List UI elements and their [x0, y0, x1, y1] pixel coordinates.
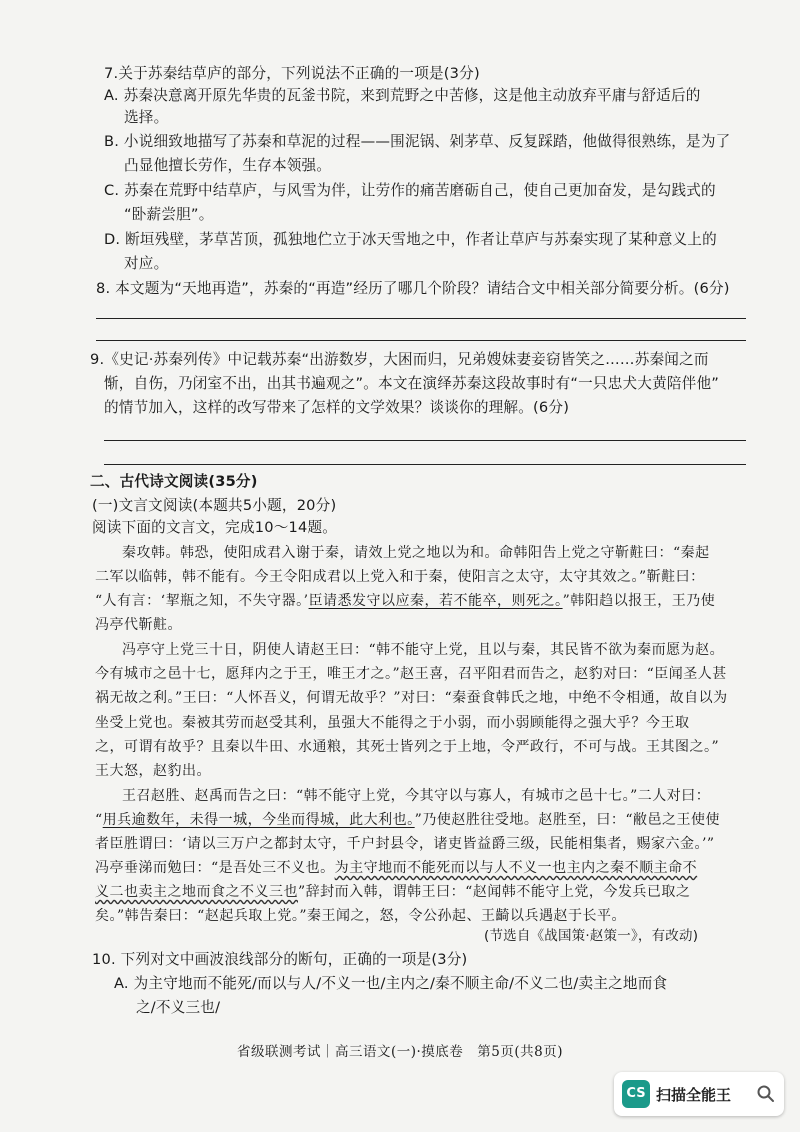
camscanner-logo-icon: CS	[622, 1080, 650, 1108]
q7-stem: 7.关于苏秦结草庐的部分，下列说法不正确的一项是(3分)	[104, 65, 480, 82]
q8-answer-line-2[interactable]	[96, 340, 746, 341]
subsection-title: (一)文言文阅读(本题共5小题，20分)	[92, 497, 337, 514]
passage-p3-line5	[95, 882, 690, 902]
q9-stem-line1: 9.《史记·苏秦列传》中记载苏秦“出游数岁，大困而归，兄弟嫂妹妻妾窃皆笑之……苏秦闻之而	[90, 351, 709, 368]
q7-option-b-line1: B. 小说细致地描写了苏秦和草泥的过程——围泥锅、剁茅草、反复踩踏，他做得很熟练，是为了	[104, 133, 731, 150]
q9-stem-line2: 惭，自伤，乃闭室不出，出其书遍观之”。本文在演绎苏秦这段故事时有“一只忠犬大黄陪伴他”	[104, 375, 720, 392]
underlined-sentence-2: 用兵逾数年，未得一城，今坐而得城，此大利也。	[102, 812, 415, 828]
scanner-app-name: 扫描全能王	[656, 1086, 732, 1104]
passage-p1-line3	[95, 591, 715, 611]
page-footer: 省级联测考试｜高三语文(一)·摸底卷 第5页(共8页)	[236, 1044, 564, 1060]
q10-stem: 10. 下列对文中画波浪线部分的断句，正确的一项是(3分)	[92, 951, 468, 968]
scanner-watermark-badge[interactable]	[614, 1072, 784, 1116]
q8-answer-line-1[interactable]	[96, 318, 746, 319]
q7-option-a-line1: A. 苏秦决意离开原先华贵的瓦釜书院，来到荒野之中苦修，这是他主动放弃平庸与舒适后的	[104, 87, 701, 104]
q7-option-c-line2: “卧薪尝胆”。	[124, 206, 214, 223]
q10-option-a-line1: A. 为主守地而不能死/而以与人/不义一也/主内之/秦不顺主命/不义二也/卖主之地而食	[114, 975, 668, 992]
q8-stem: 8. 本文题为“天地再造”，苏秦的“再造”经历了哪几个阶段？请结合文中相关部分简要分析。(6分)	[96, 280, 730, 297]
q7-option-d-line1: D. 断垣残壁，茅草苫顶，孤独地伫立于冰天雪地之中，作者让草庐与苏秦实现了某种意义上的	[104, 231, 717, 248]
reading-instruction: 阅读下面的文言文，完成10～14题。	[92, 519, 338, 536]
q7-option-d-line2: 对应。	[124, 255, 169, 272]
wavy-underlined-segment-2: 义二也卖主之地而食之不义三也	[95, 884, 298, 900]
passage-p2-line6: 王大怒，赵豹出。	[95, 763, 211, 779]
q9-answer-line-2[interactable]	[104, 464, 746, 465]
passage-p1-line4: 冯亭代靳黈。	[95, 617, 182, 633]
q10-option-a-line2: 之/不义三也/	[136, 999, 221, 1016]
passage-p2-line5: 之，可谓有故乎？且秦以牛田、水通粮，其死士皆列之于上地，令严政行，不可与战。王其图之。”	[95, 739, 720, 755]
q9-stem-line3: 的情节加入，这样的改写带来了怎样的文学效果？谈谈你的理解。(6分)	[104, 399, 570, 416]
q9-answer-line-1[interactable]	[104, 440, 746, 441]
passage-p3-line2	[95, 810, 720, 830]
q7-option-a-line2: 选择。	[124, 109, 169, 126]
passage-p1-line3-a: “人有言：‘挈瓶之知，不失守器。’	[95, 593, 309, 609]
wavy-underlined-segment-1: 为主守地而不能死而以与人不义一也主内之秦不顺主命不	[334, 860, 698, 876]
passage-p1-line2: 二军以临韩，韩不能有。今王令阳成君以上党入和于秦，使阳言之太守，太守其效之。”靳黈曰：	[95, 569, 705, 585]
q7-option-b-line2: 凸显他擅长劳作，生存本领强。	[124, 157, 332, 174]
passage-p3-line4	[95, 858, 697, 878]
q7-option-c-line1: C. 苏秦在荒野中结草庐，与风雪为伴，让劳作的痛苦磨砺自己，使自己更加奋发，是勾践式的	[104, 182, 716, 199]
passage-p3-line6: 矣。”韩告秦曰：“赵起兵取上党。”秦王闻之，怒，令公孙起、王齮以兵遇赵于长平。	[95, 908, 626, 924]
passage-p3-line4-a: 冯亭垂涕而勉曰：“是吾处三不义也。	[95, 860, 335, 876]
passage-p3-line1: 王召赵胜、赵禹而告之曰：“韩不能守上党，今其守以与寡人，有城市之邑十七。”二人对曰：	[122, 788, 711, 804]
passage-p1-line3-c: ”韩阳趋以报王，王乃使	[562, 593, 716, 609]
passage-p2-line2: 今有城市之邑十七，愿拜内之于王，唯王才之。”赵王喜，召平阳君而告之，赵豹对曰：“臣闻圣人甚	[95, 666, 727, 682]
passage-source: (节选自《战国策·赵策一》，有改动)	[484, 928, 699, 944]
passage-p3-line5-b: ”辞封而入韩，谓韩王曰：“赵闻韩不能守上党，今发兵已取之	[298, 884, 691, 900]
underlined-translation-sentence: 臣请悉发守以应秦，若不能卒，则死之。	[308, 593, 563, 609]
section-title: 二、古代诗文阅读(35分)	[90, 473, 258, 490]
passage-p2-line1: 冯亭守上党三十日，阴使人请赵王曰：“韩不能守上党，且以与秦，其民皆不欲为秦而愿为赵。	[122, 642, 725, 658]
passage-p1-line1: 秦攻韩。韩恐，使阳成君入谢于秦，请效上党之地以为和。命韩阳告上党之守靳黈曰：“秦起	[122, 545, 710, 561]
passage-p3-line2-c: ”乃使赵胜往受地。赵胜至，曰：“敝邑之王使使	[414, 812, 720, 828]
passage-p2-line3: 祸无故之利。”王曰：“人怀吾义，何谓无故乎？”对曰：“秦蚕食韩氏之地，中绝不令相通，故自以为	[95, 690, 728, 706]
search-icon[interactable]	[756, 1084, 776, 1104]
passage-p3-line2-a: “	[95, 812, 103, 828]
passage-p3-line3: 者臣胜谓曰：‘请以三万户之都封太守，千户封县令，诸吏皆益爵三级，民能相集者，赐家六金。’”	[95, 836, 715, 852]
passage-p2-line4: 坐受上党也。秦被其劳而赵受其利，虽强大不能得之于小弱，而小弱顾能得之强大乎？今王取	[95, 715, 690, 731]
